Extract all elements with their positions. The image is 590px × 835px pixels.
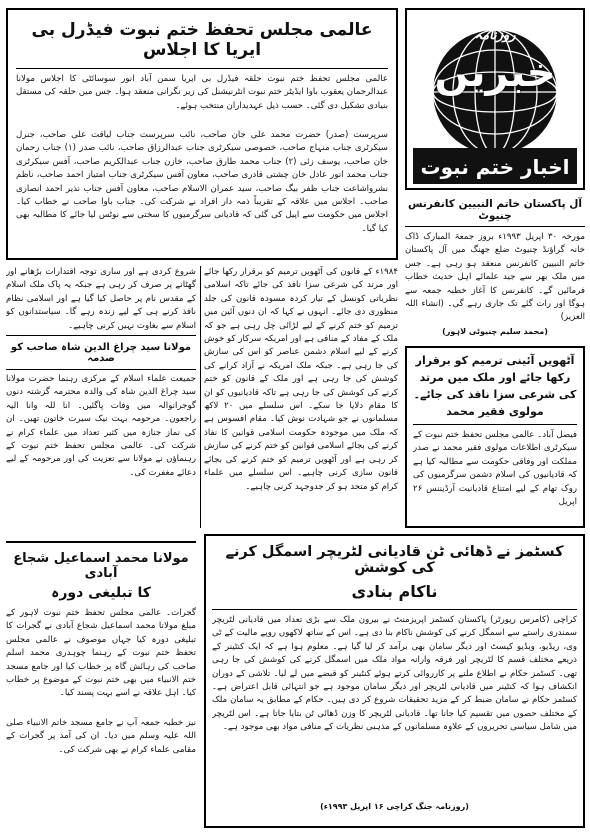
left-column-headline-3a: مولانا محمد اسماعیل شجاع آبادی [13,551,189,581]
customs-headline-1: کسٹمز نے ڈھائی ٹن قادیانی لٹریچر اسمگل کرنے کی کوشش [225,544,564,576]
amendment-headline: آٹھویں آئینی ترمیم کو برقرار رکھا جائے اور ملک میں مرتد کی شرعی سزا نافذ کی جائے۔ مولوی فقیر محمد [413,352,577,425]
middle-column-text: ۱۹۸۴ء کے قانون کی آٹھویں ترمیم کو برقرار رکھا جائے اور مرتد کی شرعی سزا نافذ کی جائے تاکہ اسلامی نظریاتی کونسل کے تیار کردہ مسودہ قانون کی جلد منظوری دی جائے۔ انہوں نے کہا کہ ان دنوں آئین میں ترمیم کو ختم کرنے کے لیے لڑائی چل رہی ہے جو کہ ملک کے مفاد کے منافی ہے اور امریکہ سرکار کو خوش کرنے کے لیے اسلام دشمن عناصر کو اس کی سازش کی جا رہی ہے۔ جبکہ ملک امریکہ نے آزاد کرانے کی کوشش کی جا رہی ہے اور ملک کے قانون کو ختم کرنے کی کوشش کی جا رہی ہے تاکہ قادیانیوں کو ان کا مقام دلایا جا سکے۔ اس سلسلے میں ۲۰ لاکھ مسلمانوں نے جو شہادت نوش کیا۔ مقام افسوس ہے کہ ملک میں موجودہ حکومت اسلامی قوانین کا نفاذ کرنے کی بجائے اسلامی قوانین کو ختم کرنے کی سازش کر رہی ہے اور آٹھویں ترمیم کو ختم کرنے کی بجائے قانون سازی کرنی چاہیے۔ اس سلسلے میں علماء کرام کو متحد ہو کر جدوجہد کرنی چاہیے۔ [204,267,398,492]
left-column-headline-3b: کا تبلیغی دورہ [51,585,151,601]
conference-body: مورخہ ۳۰ اپریل ۱۹۹۳ء بروز جمعۃ المبارک ڈاک خانہ گراؤنڈ چنیوٹ ضلع جھنگ میں آل پاکستان خاتم النبیین کانفرنس منعقد ہو رہی ہے۔ جس میں ملک بھر سے جید علمائے اہل حدیث خطاب فرمائیں گے۔ کانفرنس کا آغاز خطبہ جمعہ سے ہوگا اور رات گئے تک جاری رہے گی۔ (انشاء اللہ العزیز) [405,232,585,323]
logo-line2: خبریں [434,50,556,96]
main-headline: عالمی مجلس تحفظ ختم نبوت فیڈرل بی ایریا کا اجلاس [16,14,388,69]
left-column-paragraph-4: نیز خطبہ جمعہ آپ نے جامع مسجد خاتم الانبیاء صلی اللہ علیہ وسلم میں دیا۔ ان کی آمد پر گجرات کے مقامی علماء کرام نے بھی شرکت کی۔ [6,718,196,755]
customs-headline-2: ناکام بنادی [212,576,577,610]
amendment-article [405,346,585,528]
main-paragraph-1: عالمی مجلس تحفظ ختم نبوت حلقہ فیڈرل بی ایریا سمن آباد انور سوسائٹی کا اجلاس مولانا عبدالرحمان یعقوب باوا ایڈیٹر ختم نبوت انٹرنیشنل کی زیر نگرانی منعقد ہوا۔ جس میں حلقہ کی مستقل بنیادی تشکیل دی گئی۔ حسب ذیل عہدیداران منتخب ہوئے۔ [16,74,388,111]
customs-article [204,534,585,828]
left-column [6,266,196,828]
logo-banner: اخبار ختم نبوت [420,155,570,179]
conference-notice [405,198,585,340]
customs-credit: (روزنامہ جنگ کراچی ۱۶ اپریل ۱۹۹۳ء) [320,802,469,811]
conference-signature: (محمد سلیم چنیوٹی لاہور) [442,327,548,336]
newspaper-logo [405,8,585,190]
customs-body: کراچی (کامرس رپورٹر) پاکستان کسٹمز اپریزمنٹ نے بیرون ملک سے بڑی تعداد میں قادیانی لٹریچر سمندری راستے سے اسمگل کرنے کی کوشش ناکام بنا دی ہے۔ اس کے ساتھ لاکھوں روپے مالیت کے ٹی وی، ریڈیو، ویڈیو کیسٹ اور دیگر سامان بھی برآمد کر لیا گیا ہے۔ معلوم ہوا ہے کہ ایک کنٹینر کے ذریعے مختلف قسم کا لٹریچر اور فرقہ وارانہ مواد ملک میں اسمگل کرنے کی کوشش کی جا رہی تھی۔ کسٹمز حکام نے اطلاع ملنے پر کارروائی کرتے ہوئے کنٹینر کو قبضے میں لے لیا۔ تلاشی کے دوران انکشاف ہوا کہ کنٹینر میں قادیانی لٹریچر اور دیگر سامان موجود ہے جو انتہائی قابل اعتراض ہے۔ کسٹمز حکام نے سامان ضبط کر کے مزید تحقیقات شروع کر دی ہیں۔ حکام کے مطابق یہ سامان ملک کے مختلف حصوں میں تقسیم کیا جانا تھا۔ قادیانی لٹریچر کا وزن ڈھائی ٹن بتایا جاتا ہے۔ اس لٹریچر میں شامل سیاسی تحریروں کے علاوہ مسلمانوں کے مذہبی نظریات کے منافی مواد بھی موجود ہے۔ [212,615,577,733]
logo-line1: روزنامہ [474,28,516,43]
conference-title: آل پاکستان خاتم النبیین کانفرنس چنیوٹ [405,198,585,227]
left-column-headline-2: مولانا سید چراغ الدین شاہ صاحب کو صدمہ [10,342,192,364]
left-column-paragraph-3: گجرات۔ عالمی مجلس تحفظ ختم نبوت لاہور کے مبلغ مولانا محمد اسماعیل شجاع آبادی نے گجرات کا تبلیغی دورہ کیا جہاں موصوف نے عالمی مجلس تحفظ ختم نبوت کے رہنما چوہدری محمد اسلم صاحب کی رہائش گاہ پر خطاب کیا اور جامع مسجد ختم الانبیاء میں بھی ختم نبوت کے موضوع پر خطاب کیا۔ اہل علاقہ نے اسے بہت پسند کیا۔ [6,608,196,699]
left-column-paragraph-2: جمیعت علماء اسلام کے مرکزی رہنما حضرت مولانا سید چراغ الدین شاہ کی والدہ محترمہ گزشتہ دنوں گوجرانوالہ میں وفات پاگئیں۔ انا للہ وانا الیہ راجعون۔ مرحومہ بہت نیک سیرت خاتون تھیں۔ ان کی نماز جنازہ میں کثیر تعداد میں علماء کرام نے شرکت کی۔ عالمی مجلس تحفظ ختم نبوت کے رہنماؤں نے مولانا سے تعزیت کی اور مرحومہ کے لیے دعائے مغفرت کی۔ [6,374,196,478]
column-divider [200,266,201,528]
main-article [6,8,398,260]
middle-column [204,266,398,528]
amendment-body: فیصل آباد۔ عالمی مجلس تحفظ ختم نبوت کے سیکرٹری اطلاعات مولوی فقیر محمد نے صدر مملکت اور وفاقی حکومت سے مطالبہ کیا ہے کہ قادیانیوں کی اسلام دشمن سرگرمیوں کی روک تھام کے لیے امتناع قادیانیت آرڈیننس ۲۶ اپریل [413,430,577,508]
main-paragraph-2: سرپرست (صدر) حضرت محمد علی جان صاحب، نائب سرپرست جناب لیاقت علی صاحب، جنرل سیکرٹری جناب منہاج صاحب، خصوصی سیکرٹری جناب عبدالرزاق صاحب، نائب صدر (۱) جناب رحمان خان صاحب، یوسف زئی (۲) جناب محمد طارق صاحب، خازن جناب عبدالکریم صاحب، آفس سیکرٹری جناب محمد انور عادل خان چشتی قادری صاحب، معاون آفس سیکرٹری جناب امتیاز احمد صاحب، ناظم نشرواشاعت جناب ظفر بیگ صاحب، سید عمران الاسلام صاحب، معاون آفس جناب نذیر احمد انصاری صاحب۔ اجلاس میں علاقہ کے تقریباً ذمہ دار افراد نے شرکت کی۔ جناب باوا صاحب نے خطاب کیا۔ اجلاس میں حکومت سے اپیل کی گئی کہ قادیانی سرگرمیوں کا سختی سے نوٹس لیا جائے کا مطالبہ بھی کیا گیا۔ [16,130,388,234]
left-column-top-text: شروع کردی ہے اور ساری توجہ اقتدارات بڑھانے اور گھٹانے پر صرف کر رہی ہے جبکہ یہ پاک ملک اسلام کے مقدس نام پر حاصل کیا گیا ہے اور اسلامی نظام نافذ کرنے ہی کے لیے زندہ رہے گا۔ سیاستدانوں کو اسلام سے بغاوت نہیں کرنی چاہیے۔ [6,267,196,331]
